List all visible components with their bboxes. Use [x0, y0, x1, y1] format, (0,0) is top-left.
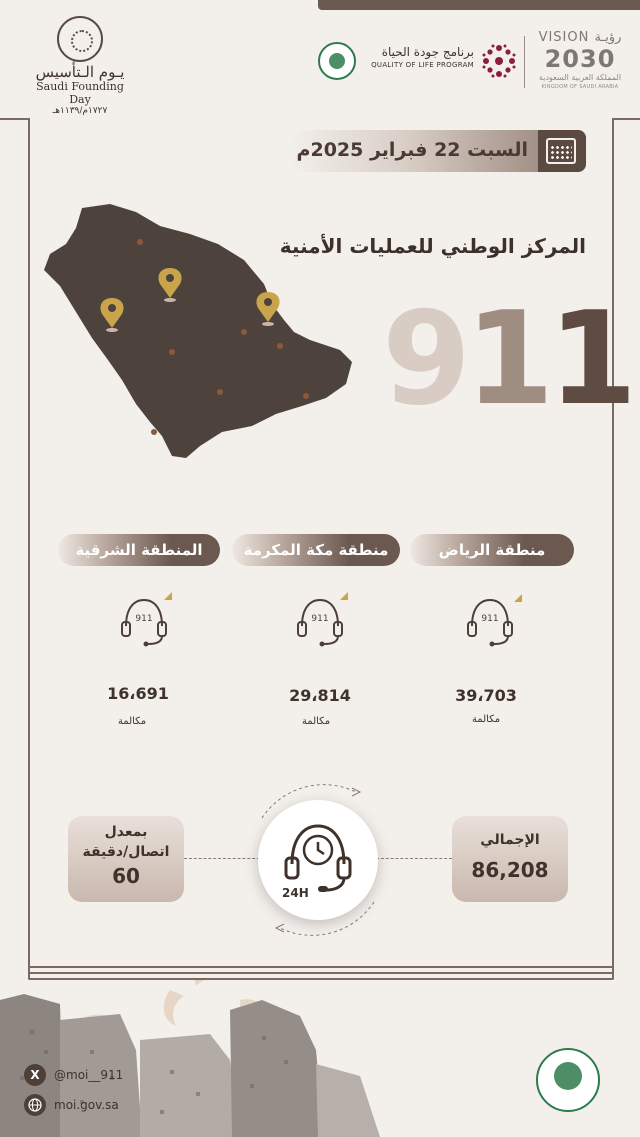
region-pill-riyadh: منطقة الرياض: [410, 534, 574, 566]
globe-icon: [24, 1094, 46, 1116]
qol-arabic: برنامج جودة الحياة: [381, 45, 474, 59]
total-value: 86,208: [471, 858, 549, 882]
stat-unit-riyadh: مكالمة: [471, 714, 501, 725]
svg-text:911: 911: [481, 614, 499, 624]
stat-unit-makkah: مكالمة: [301, 716, 331, 727]
region-headset-makkah: [292, 594, 348, 652]
stat-unit-eastern: مكالمة: [117, 716, 147, 727]
svg-text:911: 911: [311, 614, 329, 624]
x-link[interactable]: [24, 1064, 123, 1086]
headset-icon: [292, 594, 348, 648]
moi-emblem-icon: [318, 42, 356, 80]
big-911-number: [382, 285, 632, 434]
founding-day-logo: [28, 16, 132, 116]
founding-emblem-icon: [57, 16, 103, 62]
region-pill-eastern: المنطقة الشرقية: [58, 534, 220, 566]
big-digit-1a: 1: [465, 285, 549, 434]
rate-line1: بمعدل: [104, 824, 148, 840]
headset-icon: [462, 594, 518, 648]
vision-kingdom-arabic: المملكة العربية السعودية: [538, 73, 622, 82]
quality-of-life-logo: [370, 44, 474, 70]
vision-year: 2030: [544, 45, 616, 73]
header-divider: [524, 36, 525, 88]
center-badge-circle: [258, 800, 378, 920]
frame-bottom-rule: [28, 966, 614, 974]
corner-mark-icon: [514, 594, 522, 602]
headset-icon: [116, 594, 172, 648]
corner-mark-icon: [340, 592, 348, 600]
top-accent-bar: [318, 0, 640, 10]
founding-day-arabic: يـوم الـتأسيس: [35, 63, 125, 81]
vision-kingdom-english: KINGDOM OF SAUDI ARABIA: [541, 84, 619, 90]
corner-mark-icon: [164, 592, 172, 600]
center-title: المركز الوطني للعمليات الأمنية: [279, 234, 586, 258]
rate-line2: اتصال/دقيقة: [82, 844, 170, 860]
frame-line: [0, 118, 28, 120]
vision-label: VISION رؤيـة: [538, 30, 622, 45]
rate-value: 60: [112, 864, 140, 888]
website-url[interactable]: moi.gov.sa: [54, 1098, 119, 1112]
region-pill-makkah: منطقة مكة المكرمة: [232, 534, 400, 566]
center-badge-label: 24H: [282, 886, 309, 900]
rate-box: [68, 816, 184, 902]
x-icon: X: [24, 1064, 46, 1086]
big-digit-1b: 1: [548, 285, 632, 434]
svg-text:911: 911: [135, 614, 153, 624]
qol-english: QUALITY OF LIFE PROGRAM: [371, 61, 474, 69]
total-label: الإجمالي: [480, 832, 540, 848]
social-links: [24, 1064, 123, 1124]
region-headset-riyadh: [462, 594, 518, 652]
date-text: السبت 22 فبراير 2025م: [296, 139, 528, 161]
moi-911-emblem-icon: [536, 1048, 600, 1112]
frame-line: [614, 118, 640, 120]
calendar-icon: [546, 138, 576, 164]
stat-calls-eastern: 16،691: [107, 684, 169, 703]
founding-day-year: ١٧٢٧م/١١٣٩هـ: [52, 106, 108, 116]
x-handle[interactable]: @moi__911: [54, 1068, 124, 1082]
region-headset-eastern: [116, 594, 172, 652]
big-digit-9: 9: [382, 285, 466, 434]
total-box: [452, 816, 568, 902]
website-link[interactable]: [24, 1094, 123, 1116]
qol-star-icon: [480, 42, 518, 80]
vision-2030-logo: [532, 30, 628, 91]
stat-calls-riyadh: 39،703: [455, 686, 517, 705]
founding-day-english: Saudi Founding Day: [36, 80, 124, 106]
stat-calls-makkah: 29،814: [289, 686, 351, 705]
